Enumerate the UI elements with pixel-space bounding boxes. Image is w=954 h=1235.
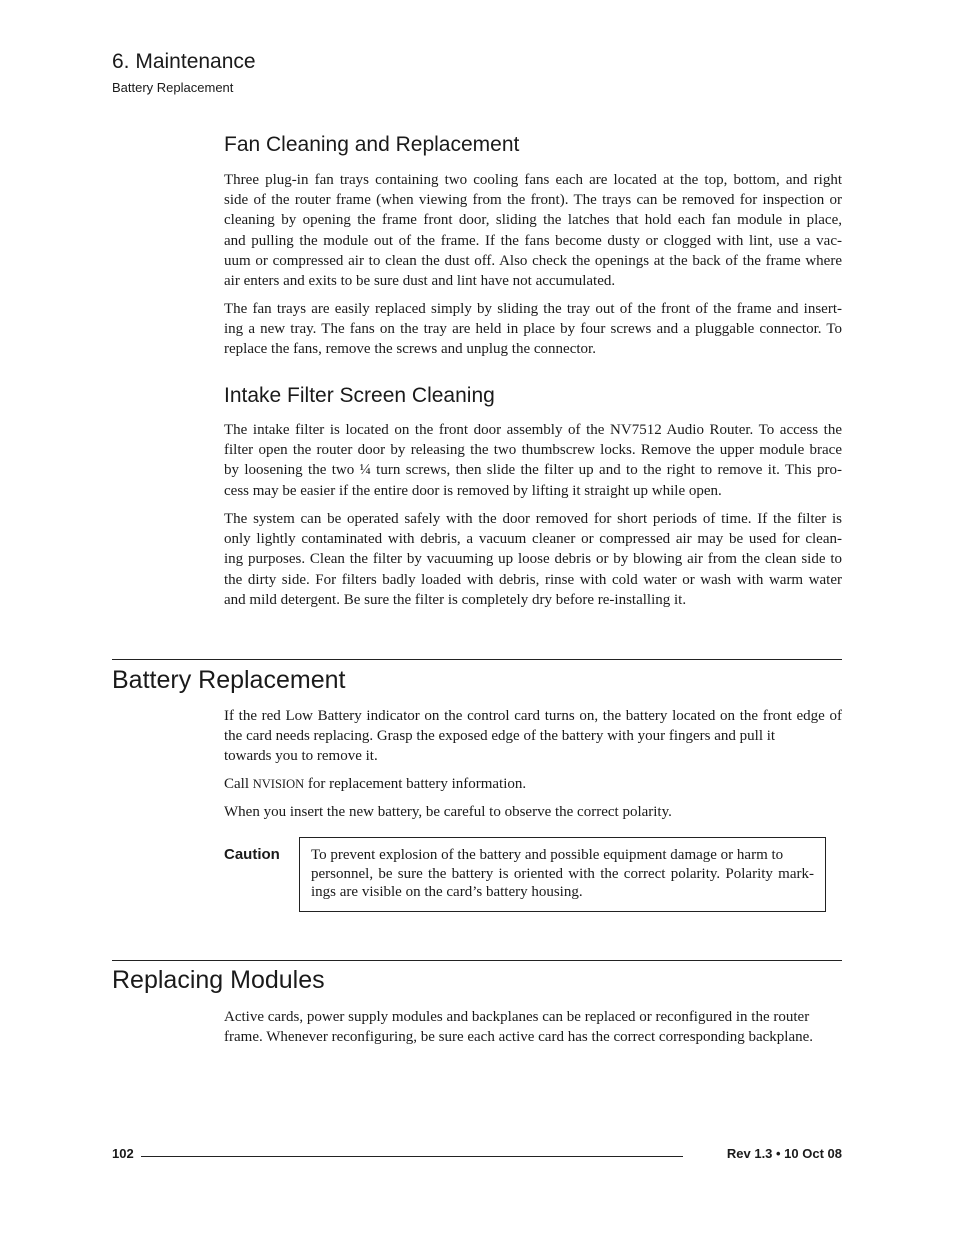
text-line: only lightly contaminated with debris, a vacuum cleaner or compressed air may be used for clean- xyxy=(224,531,842,548)
text-line: frame. Whenever reconfiguring, be sure each active card has the correct corresponding backplane. xyxy=(224,1029,814,1046)
text-line: replace the fans, remove the screws and unplug the connector. xyxy=(224,341,596,358)
page-number: 102 xyxy=(112,1146,134,1161)
text-line: ing a new tray. The fans on the tray are held in place by four screws and a pluggable connector. To xyxy=(224,321,842,338)
call-text: Call xyxy=(224,776,253,792)
text-line: Three plug-in fan trays containing two cooling fans each are located at the top, bottom, and right xyxy=(224,172,842,188)
intake-filter-paragraph-1 xyxy=(224,420,842,501)
section-divider xyxy=(112,960,842,961)
text-line: Active cards, power supply modules and backplanes can be replaced or reconfigured in the router xyxy=(224,1009,810,1025)
text-line: side of the router frame (when viewing from the front). The trays can be removed for inspection or xyxy=(224,192,842,209)
text-line xyxy=(224,774,842,794)
text-line: and pulling the module out of the frame. If the fans become dusty or clogged with lint, use a vac- xyxy=(224,232,842,249)
brand-name: NVISION xyxy=(252,777,305,791)
text-line: and mild detergent. Be sure the filter is completely dry before re-installing it. xyxy=(224,591,687,608)
text-line: The intake filter is located on the front door assembly of the NV7512 Audio Router. To access the xyxy=(224,422,842,438)
text-line: uum or compressed air to clean the dust off. Also check the openings at the back of the frame where xyxy=(224,252,842,269)
section-breadcrumb: Battery Replacement xyxy=(112,80,234,95)
text-line: If the red Low Battery indicator on the control card turns on, the battery located on the front edge of xyxy=(224,708,842,724)
text-line: The fan trays are easily replaced simply by sliding the tray out of the front of the frame and insert- xyxy=(224,301,842,317)
replacing-modules-paragraph xyxy=(224,1007,842,1047)
battery-paragraph-2 xyxy=(224,774,842,794)
text-line: the card needs replacing. Grasp the exposed edge of the battery with your fingers and pull it xyxy=(224,728,776,745)
caution-label: Caution xyxy=(224,846,280,863)
battery-paragraph-1 xyxy=(224,706,842,767)
caution-line: personnel, be sure the battery is oriented with the correct polarity. Polarity mark- xyxy=(311,865,814,882)
text-line: cess may be easier if the entire door is removed by lifting it straight up while open. xyxy=(224,482,722,499)
caution-box xyxy=(299,837,826,912)
text-line: by loosening the two ¼ turn screws, then slide the filter up and to the right to remove it. This pro- xyxy=(224,462,842,479)
text-line: filter open the router door by releasing the two thumbscrew locks. Remove the upper module brace xyxy=(224,442,842,459)
section-divider xyxy=(112,659,842,660)
footer-rule xyxy=(141,1156,683,1157)
text-line: The system can be operated safely with the door removed for short periods of time. If the filter is xyxy=(224,511,842,527)
caution-line: To prevent explosion of the battery and possible equipment damage or harm to xyxy=(311,847,784,863)
fan-cleaning-heading: Fan Cleaning and Replacement xyxy=(224,133,520,156)
call-text-end: for replacement battery information. xyxy=(304,776,527,792)
battery-replacement-heading: Battery Replacement xyxy=(112,666,346,694)
text-line: When you insert the new battery, be careful to observe the correct polarity. xyxy=(224,804,672,820)
intake-filter-paragraph-2 xyxy=(224,509,842,610)
battery-paragraph-3 xyxy=(224,802,842,822)
text-line: ing purposes. Clean the filter by vacuuming up loose debris or by blowing air from the clean side to xyxy=(224,551,842,568)
fan-cleaning-paragraph-1 xyxy=(224,170,842,291)
replacing-modules-heading: Replacing Modules xyxy=(112,966,325,994)
fan-cleaning-paragraph-2 xyxy=(224,299,842,360)
chapter-title: 6. Maintenance xyxy=(112,50,256,73)
caution-line: ings are visible on the card’s battery housing. xyxy=(311,884,583,900)
intake-filter-heading: Intake Filter Screen Cleaning xyxy=(224,384,495,407)
text-line: cleaning by opening the frame front door, sliding the latches that hold each fan module in place, xyxy=(224,212,842,229)
revision-info: Rev 1.3 • 10 Oct 08 xyxy=(726,1146,842,1161)
text-line: air enters and exits to be sure dust and lint have not accumulated. xyxy=(224,273,616,290)
text-line: towards you to remove it. xyxy=(224,748,378,765)
text-line: the dirty side. For filters badly loaded with debris, rinse with cold water or wash with warm water xyxy=(224,571,842,588)
